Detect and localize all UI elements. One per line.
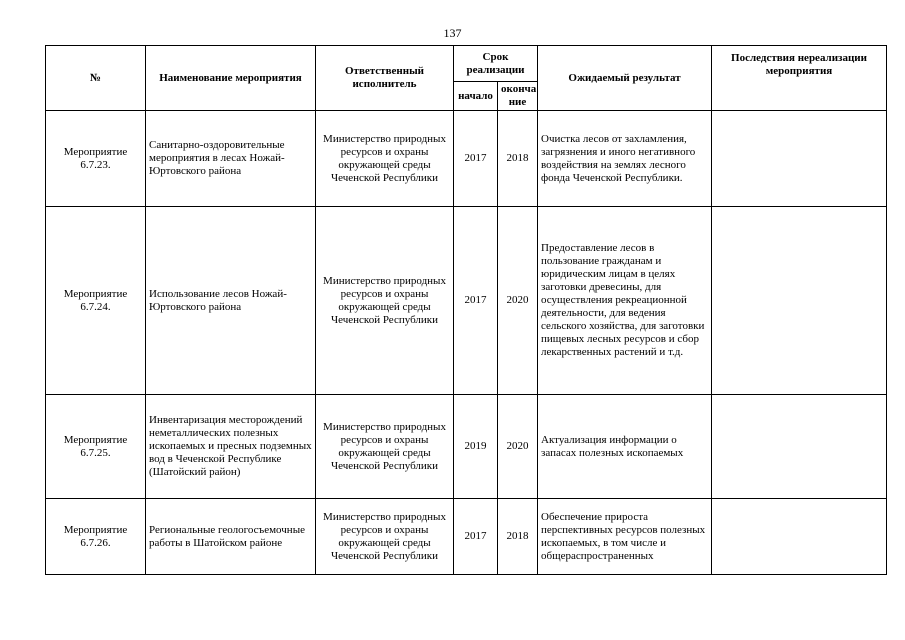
header-num: № [46,46,146,111]
row-num: Мероприятие 6.7.24. [46,207,146,395]
row-name: Региональные геологосъемочные работы в Шатойском районе [146,499,316,575]
table-row [46,499,887,575]
row-num: Мероприятие 6.7.25. [46,395,146,499]
page-number: 137 [443,26,462,40]
row-executor: Министерство природных ресурсов и охраны окружающей среды Чеченской Республики [316,111,454,207]
header-row [46,46,887,82]
header-executor: Ответственный исполнитель [316,46,454,111]
row-executor: Министерство природных ресурсов и охраны окружающей среды Чеченской Республики [316,499,454,575]
row-start: 2017 [454,499,498,575]
row-num: Мероприятие 6.7.23. [46,111,146,207]
header-name: Наименование мероприятия [146,46,316,111]
row-consequences [712,395,887,499]
row-num: Мероприятие 6.7.26. [46,499,146,575]
row-result: Очистка лесов от захламления, загрязнения и иного негативного воздействия на землях лесного фонда Чеченской Республики. [538,111,712,207]
row-name: Инвентаризация месторождений неметаллических полезных ископаемых и пресных подземных вод в Чеченской Республике (Шатойский район) [146,395,316,499]
row-end: 2020 [498,395,538,499]
row-consequences [712,207,887,395]
row-result: Актуализация информации о запасах полезных ископаемых [538,395,712,499]
header-consequences: Последствия нереализации мероприятия [712,46,887,111]
row-result: Обеспечение прироста перспективных ресурсов полезных ископаемых, в том числе и общераспространенных [538,499,712,575]
row-end: 2020 [498,207,538,395]
row-name: Использование лесов Ножай-Юртовского района [146,207,316,395]
header-result: Ожидаемый результат [538,46,712,111]
row-end: 2018 [498,499,538,575]
header-start: начало [454,82,498,111]
table-row [46,395,887,499]
row-executor: Министерство природных ресурсов и охраны окружающей среды Чеченской Республики [316,395,454,499]
row-executor: Министерство природных ресурсов и охраны окружающей среды Чеченской Республики [316,207,454,395]
header-end: оконча ние [498,82,538,111]
row-start: 2019 [454,395,498,499]
row-consequences [712,499,887,575]
row-start: 2017 [454,207,498,395]
row-start: 2017 [454,111,498,207]
row-result: Предоставление лесов в пользование гражданам и юридическим лицам в целях заготовки древесины, для осуществления рекреационной деятельности, для ведения сельского хозяйства, для заготовки пищевых лесных ресурсов и сбор лекарственных растений и т.д. [538,207,712,395]
measures-table [45,45,887,575]
table-row [46,111,887,207]
table-row [46,207,887,395]
row-end: 2018 [498,111,538,207]
row-name: Санитарно-оздоровительные мероприятия в лесах Ножай-Юртовского района [146,111,316,207]
header-term: Срок реализации [454,46,538,82]
row-consequences [712,111,887,207]
